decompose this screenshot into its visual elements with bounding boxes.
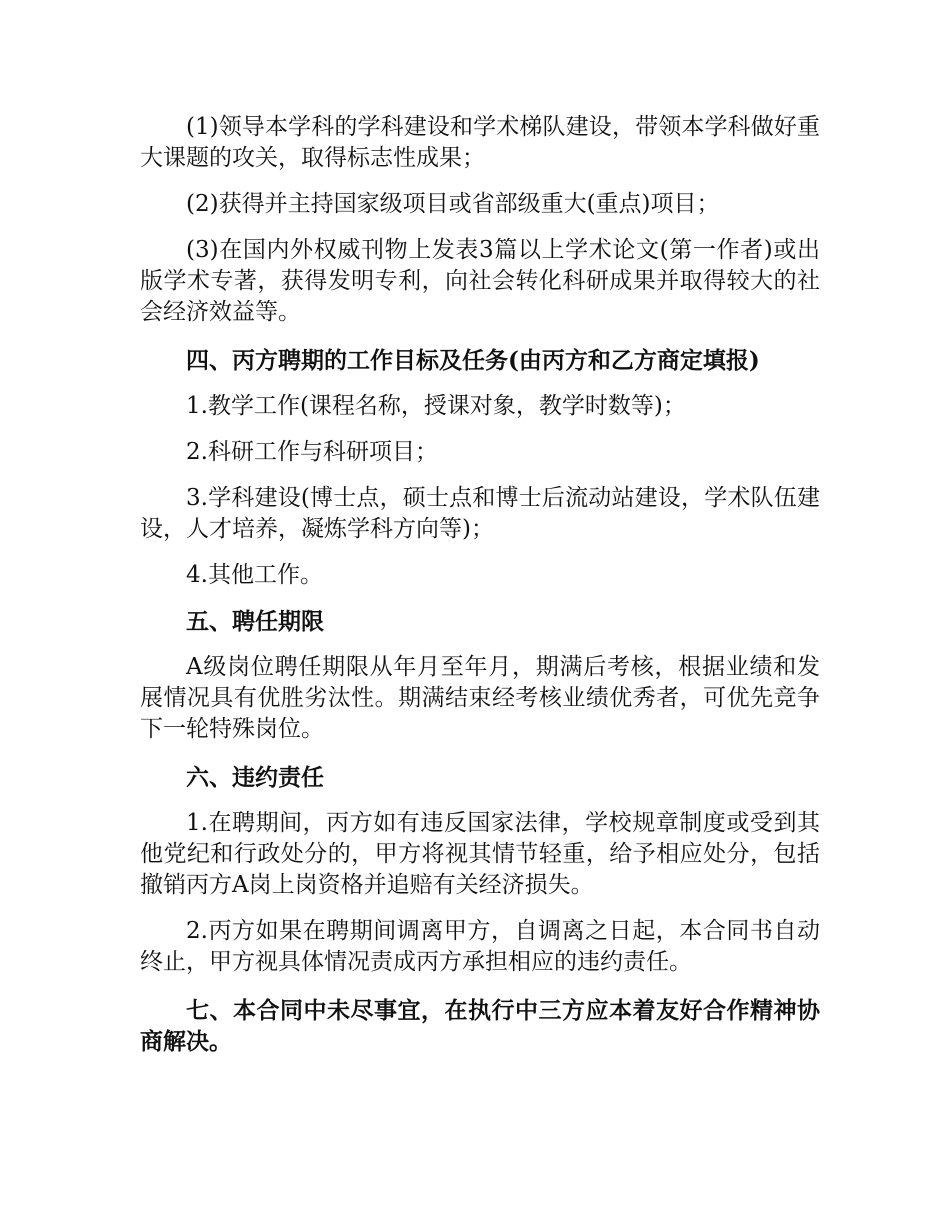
document-body bbox=[140, 112, 820, 1057]
paragraph-item-3: (3)在国内外权威刊物上发表3篇以上学术论文(第一作者)或出版学术专著，获得发明专利，向社会转化科研成果并取得较大的社会经济效益等。 bbox=[140, 237, 820, 325]
section-heading-6: 六、违约责任 bbox=[186, 764, 324, 791]
paragraph-liability-2: 2.丙方如果在聘期间调离甲方，自调离之日起，本合同书自动终止，甲方视具体情况责成丙方承担相应的违约责任。 bbox=[140, 918, 820, 975]
paragraph-item-1: (1)领导本学科的学科建设和学术梯队建设，带领本学科做好重大课题的攻关，取得标志性成果； bbox=[140, 114, 820, 171]
paragraph-task-2: 2.科研工作与科研项目； bbox=[186, 439, 438, 465]
paragraph-liability-1: 1.在聘期间，丙方如有违反国家法律，学校规章制度或受到其他党纪和行政处分的，甲方将视其情节轻重，给予相应处分，包括撤销丙方A岗上岗资格并追赔有关经济损失。 bbox=[140, 810, 820, 898]
paragraph-task-1: 1.教学工作(课程名称，授课对象，教学时数等)； bbox=[186, 393, 686, 419]
paragraph-task-4: 4.其他工作。 bbox=[186, 562, 323, 588]
paragraph-item-2: (2)获得并主持国家级项目或省部级重大(重点)项目； bbox=[186, 191, 720, 217]
paragraph-task-3: 3.学科建设(博士点，硕士点和博士后流动站建设，学术队伍建设，人才培养，凝炼学科方向等)； bbox=[140, 485, 820, 542]
section-heading-7: 七、本合同中未尽事宜，在执行中三方应本着友好合作精神协商解决。 bbox=[140, 997, 820, 1055]
section-heading-4: 四、丙方聘期的工作目标及任务(由丙方和乙方商定填报) bbox=[186, 347, 760, 374]
paragraph-term: A级岗位聘任期限从年月至年月，期满后考核，根据业绩和发展情况具有优胜劣汰性。期满结束经考核业绩优秀者，可优先竞争下一轮特殊岗位。 bbox=[140, 654, 820, 742]
section-heading-5: 五、聘任期限 bbox=[186, 608, 324, 635]
